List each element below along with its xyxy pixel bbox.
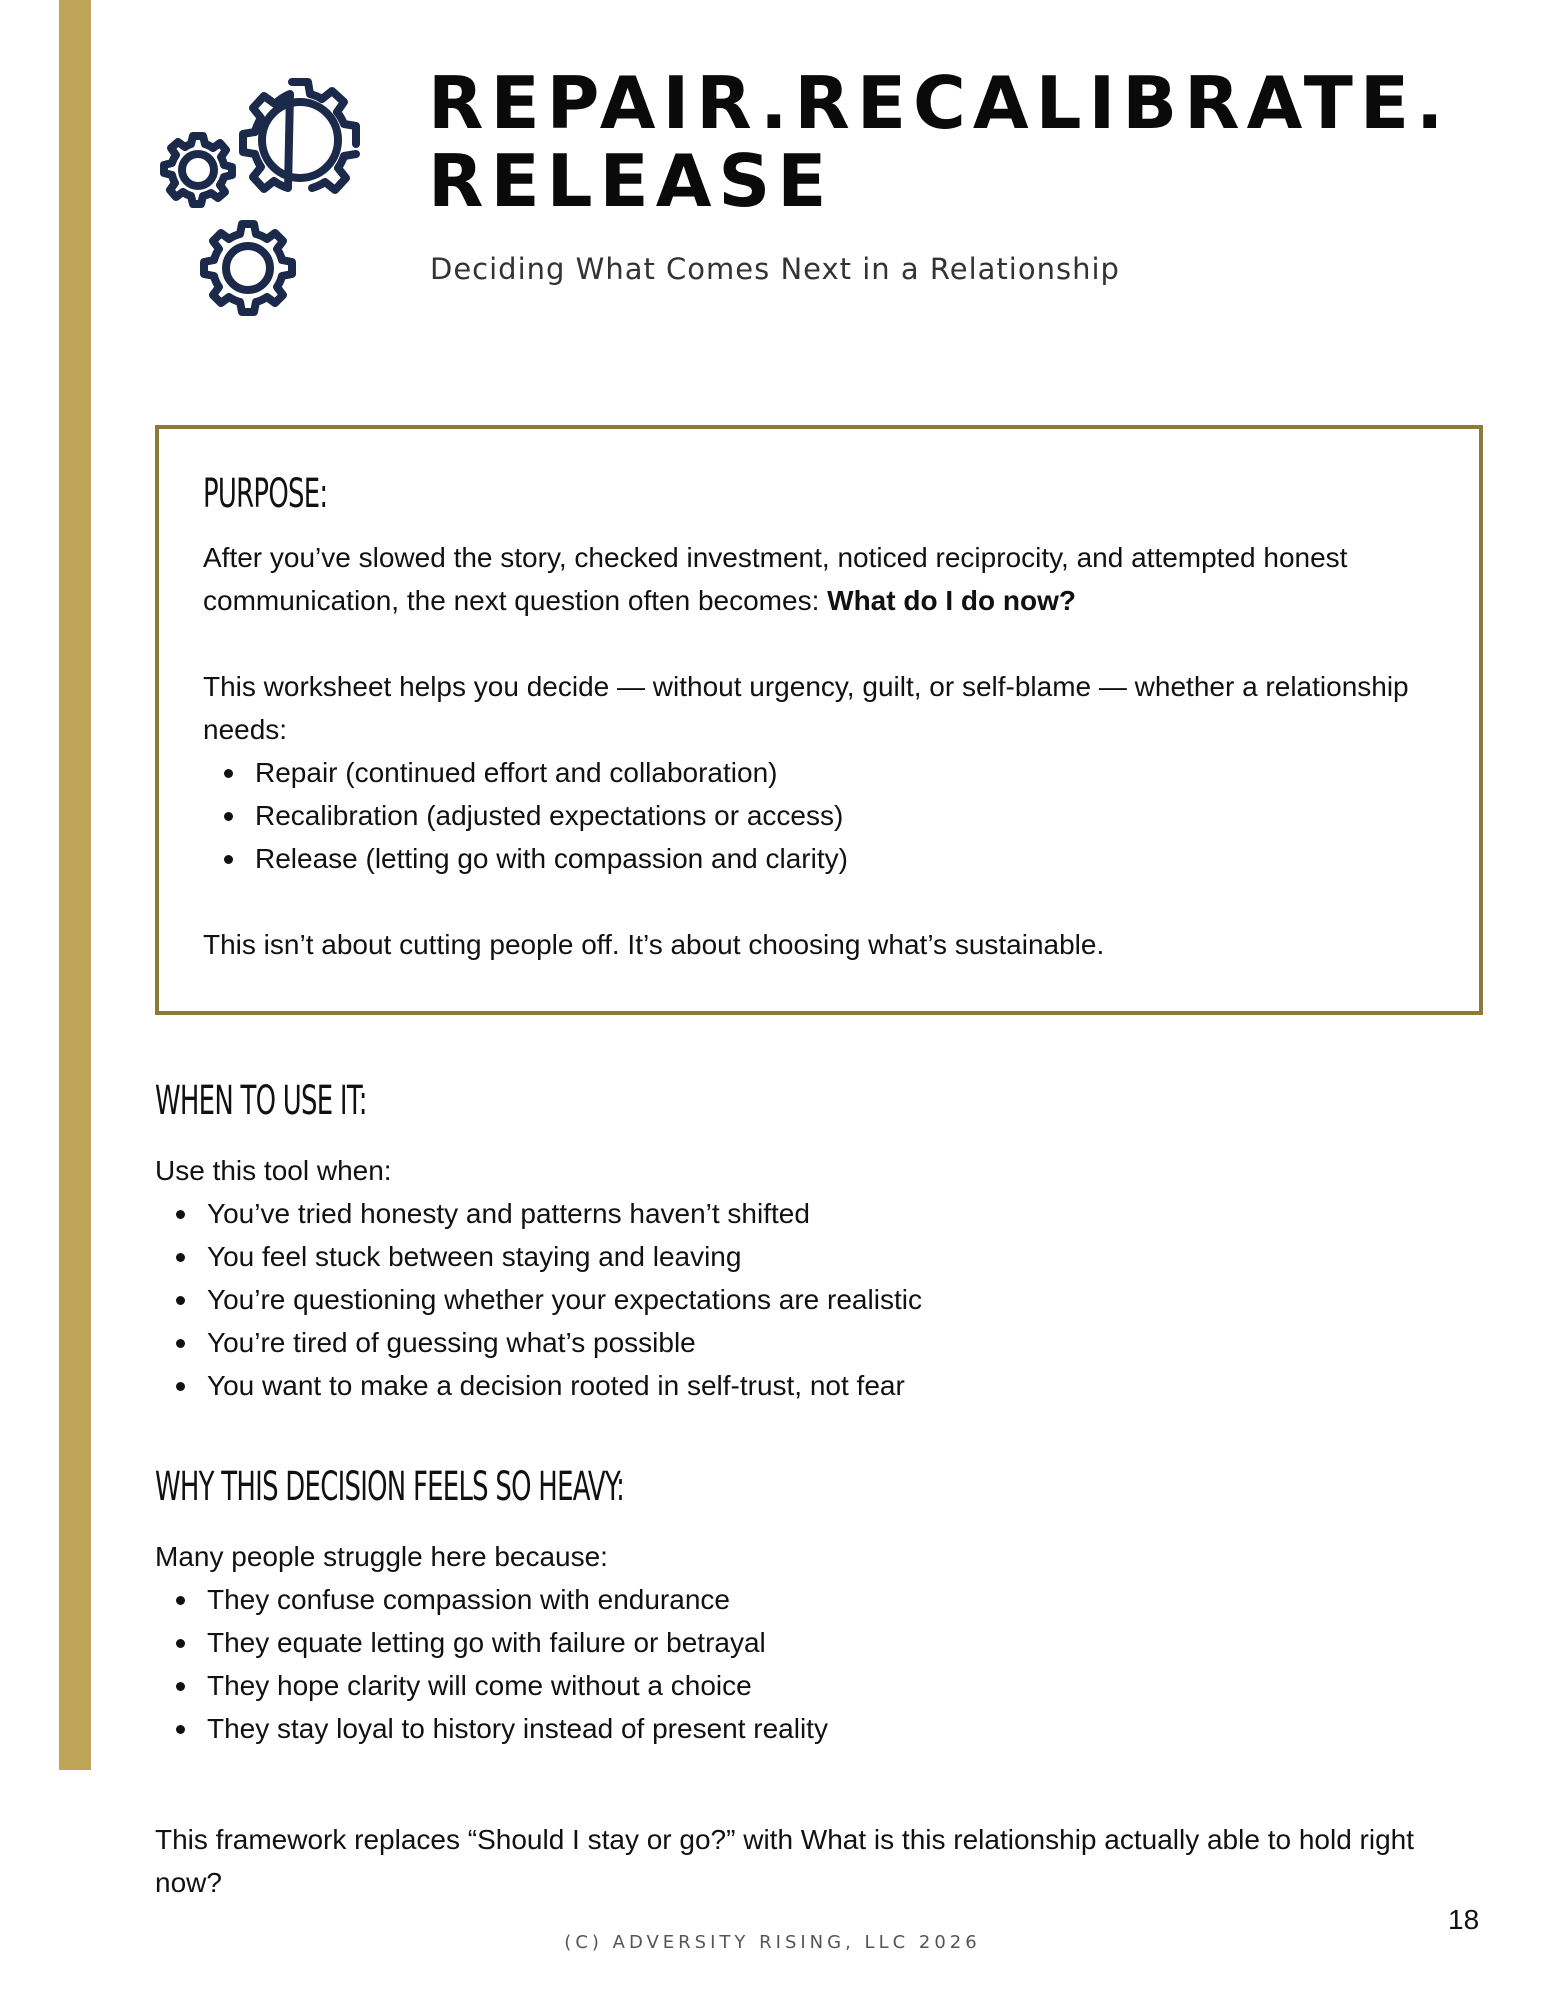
list-item: You’re questioning whether your expectations are realistic	[155, 1278, 1475, 1321]
why-heading: WHY THIS DECISION FEELS SO HEAVY:	[155, 1464, 625, 1510]
list-item: They confuse compassion with endurance	[155, 1578, 1475, 1621]
purpose-paragraph-1	[203, 536, 1443, 622]
page-title	[428, 61, 1451, 223]
purpose-box	[155, 425, 1483, 1015]
when-section	[155, 1080, 1475, 1407]
list-item: They hope clarity will come without a choice	[155, 1664, 1475, 1707]
title-line-1: REPAIR.RECALIBRATE.	[428, 61, 1451, 145]
list-item: You’re tired of guessing what’s possible	[155, 1321, 1475, 1364]
list-item: Repair (continued effort and collaboration)	[203, 751, 1443, 794]
closing-paragraph: This framework replaces “Should I stay or go?” with What is this relationship actually able to hold right now?	[155, 1824, 1415, 1898]
when-intro: Use this tool when:	[155, 1155, 392, 1186]
list-item: They equate letting go with failure or betrayal	[155, 1621, 1475, 1664]
purpose-closing: This isn’t about cutting people off. It’s about choosing what’s sustainable.	[203, 929, 1105, 960]
list-item: They stay loyal to history instead of present reality	[155, 1707, 1475, 1750]
why-list	[155, 1578, 1475, 1750]
gear-bottom	[204, 224, 292, 312]
page-number: 18	[1448, 1904, 1480, 1935]
gear-large	[243, 82, 356, 190]
why-section	[155, 1466, 1475, 1750]
list-item: Recalibration (adjusted expectations or access)	[203, 794, 1443, 837]
list-item: Release (letting go with compassion and clarity)	[203, 837, 1443, 880]
list-item: You want to make a decision rooted in self-trust, not fear	[155, 1364, 1475, 1407]
list-item: You’ve tried honesty and patterns haven’t shifted	[155, 1192, 1475, 1235]
purpose-list	[203, 751, 1443, 880]
page-subtitle: Deciding What Comes Next in a Relationship	[430, 252, 1120, 286]
gears-icon	[150, 70, 390, 330]
accent-sidebar-bar	[59, 0, 91, 1770]
when-list	[155, 1192, 1475, 1407]
footer-copyright: (C) ADVERSITY RISING, LLC 2026	[564, 1932, 981, 1953]
purpose-content	[203, 473, 1443, 966]
purpose-paragraph-2: This worksheet helps you decide — without urgency, guilt, or self-blame — whether a relationship needs:	[203, 671, 1409, 745]
list-item: You feel stuck between staying and leaving	[155, 1235, 1475, 1278]
title-line-2: RELEASE	[428, 139, 834, 223]
why-intro: Many people struggle here because:	[155, 1541, 608, 1572]
purpose-paragraph-1-text: After you’ve slowed the story, checked investment, noticed reciprocity, and attempted honest communication, the next question often becomes:	[203, 542, 1348, 616]
purpose-heading: PURPOSE:	[203, 471, 328, 517]
when-heading: WHEN TO USE IT:	[155, 1078, 367, 1124]
purpose-paragraph-1-bold: What do I do now?	[827, 585, 1076, 616]
gear-small	[164, 136, 232, 204]
